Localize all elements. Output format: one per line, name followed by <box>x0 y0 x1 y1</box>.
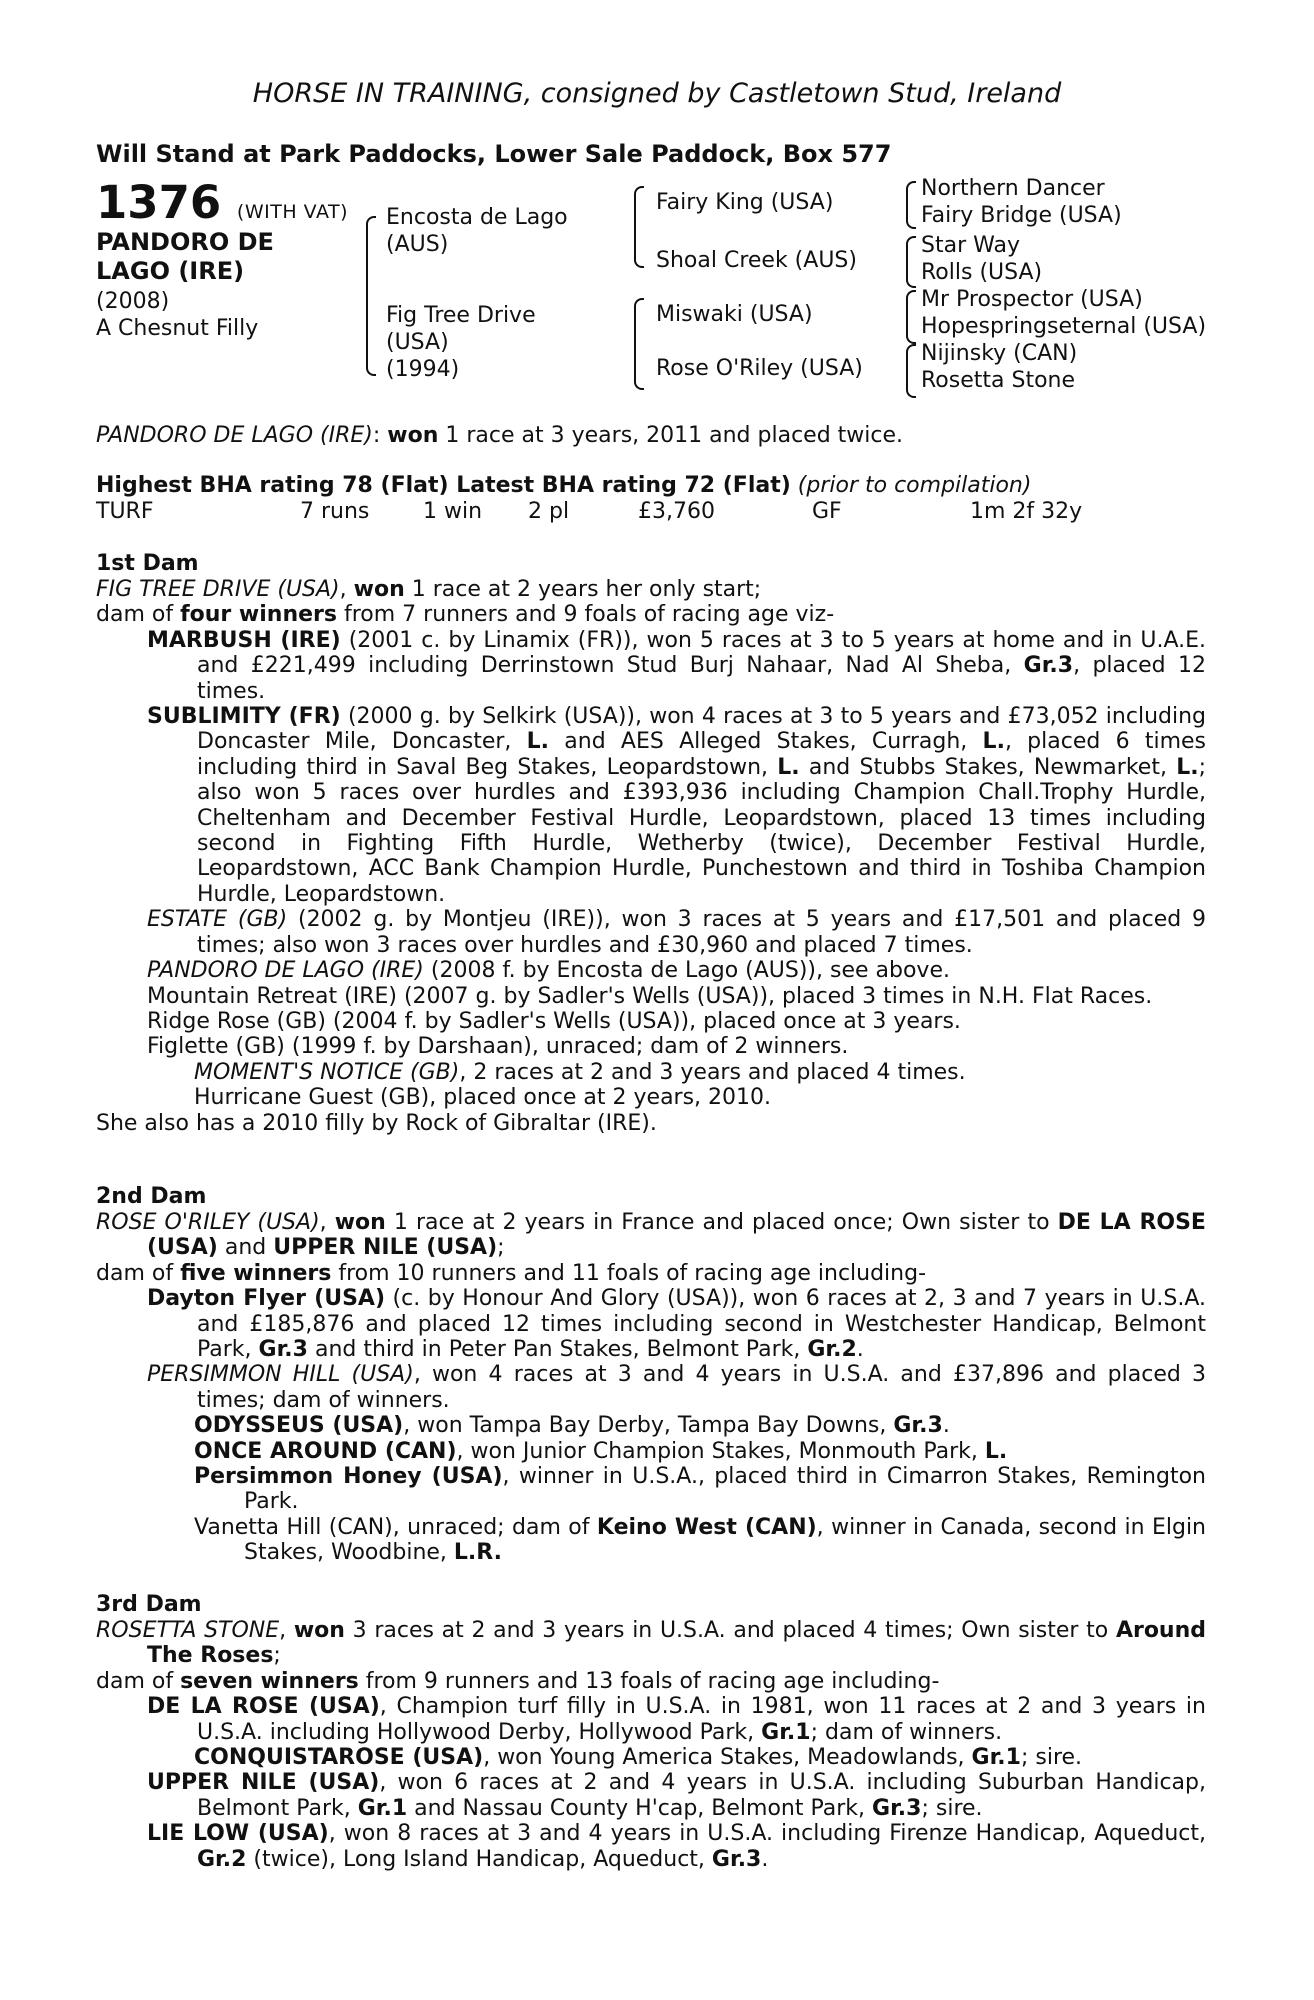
first-dam-body: FIG TREE DRIVE (USA), won 1 race at 2 years her only start; dam of four winners from 7 runners and 9 foals of racing age viz- MARBUSH (IRE) (2001 c. by Linamix (FR)), won 5 races at 3 to 5 years at home and in U.A.E. and £221,499 including Derrinstown Stud Burj Nahaar, Nad Al Sheba, Gr.3, placed 12 times. SUBLIMITY (FR) (2000 g. by Selkirk (USA)), won 4 races at 3 to 5 years and £73,052 including Doncaster Mile, Doncaster, L. and AES Alleged Stakes, Curragh, L., placed 6 times including third in Saval Beg Stakes, Leopardstown, L. and Stubbs Stakes, Newmarket, L.; also won 5 races over hurdles and £393,936 including Champion Chall.Trophy Hurdle, Cheltenham and December Festival Hurdle, Leopardstown, placed 13 times including second in Fighting Fifth Hurdle, Wetherby (twice), December Festival Hurdle, Leopardstown, ACC Bank Champion Hurdle, Punchestown and third in Toshiba Champion Hurdle, Leopardstown. ESTATE (GB) (2002 g. by Montjeu (IRE)), won 3 races at 5 years and £17,501 and placed 9 times; also won 3 races over hurdles and £30,960 and placed 7 times. PANDORO DE LAGO (IRE) (2008 f. by Encosta de Lago (AUS)), see above. Mountain Retreat (IRE) (2007 g. by Sadler's Wells (USA)), placed 3 times in N.H. Flat Races. Ridge Rose (GB) (2004 f. by Sadler's Wells (USA)), placed once at 3 years. Figlette (GB) (1999 f. by Darshaan), unraced; dam of 2 winners. MOMENT'S NOTICE (GB), 2 races at 2 and 3 years and placed 4 times. Hurricane Guest (GB), placed once at 2 years, 2010. She also has a 2010 filly by Rock of Gibraltar (IRE). <box>96 577 1207 1136</box>
vat-label: (WITH VAT) <box>236 201 348 223</box>
turf-runs: 7 runs <box>300 499 370 524</box>
lot-number: 1376 (WITH VAT) <box>96 176 348 229</box>
pedigree-g1: Northern Dancer <box>921 176 1105 201</box>
pedigree-g2: Fairy Bridge (USA) <box>921 203 1122 228</box>
pedigree-g3: Star Way <box>921 233 1020 258</box>
turf-going: GF <box>812 499 842 524</box>
turf-placed: 2 pl <box>528 499 570 524</box>
page-header: HORSE IN TRAINING, consigned by Castletown Stud, Ireland <box>252 78 1062 109</box>
pedigree-g5: Mr Prospector (USA) <box>921 287 1143 312</box>
bha-rating: Highest BHA rating 78 (Flat) Latest BHA rating 72 (Flat) (prior to compilation) <box>96 473 1032 498</box>
turf-distance: 1m 2f 32y <box>970 499 1083 524</box>
pedigree-sire: Encosta de Lago (AUS) <box>386 205 568 257</box>
turf-earnings: £3,760 <box>638 499 715 524</box>
pedigree-dam-dam: Rose O'Riley (USA) <box>656 356 863 381</box>
turf-label: TURF <box>96 499 154 524</box>
pedigree-dam-sire: Miswaki (USA) <box>656 302 813 327</box>
third-dam-body: ROSETTA STONE, won 3 races at 2 and 3 years in U.S.A. and placed 4 times; Own sister to Around The Roses; dam of seven winners from 9 runners and 13 foals of racing age including- DE LA ROSE (USA), Champion turf filly in U.S.A. in 1981, won 11 races at 2 and 3 years in U.S.A. including Hollywood Derby, Hollywood Park, Gr.1; dam of winners. CONQUISTAROSE (USA), won Young America Stakes, Meadowlands, Gr.1; sire. UPPER NILE (USA), won 6 races at 2 and 4 years in U.S.A. including Suburban Handicap, Belmont Park, Gr.1 and Nassau County H'cap, Belmont Park, Gr.3; sire. LIE LOW (USA), won 8 races at 3 and 4 years in U.S.A. including Firenze Handicap, Aqueduct, Gr.2 (twice), Long Island Handicap, Aqueduct, Gr.3. <box>96 1618 1206 1872</box>
second-dam-body: ROSE O'RILEY (USA), won 1 race at 2 years in France and placed once; Own sister to DE LA ROSE (USA) and UPPER NILE (USA); dam of five winners from 10 runners and 11 foals of racing age including- Dayton Flyer (USA) (c. by Honour And Glory (USA)), won 6 races at 2, 3 and 7 years in U.S.A. and £185,876 and placed 12 times including second in Westchester Handicap, Belmont Park, Gr.3 and third in Peter Pan Stakes, Belmont Park, Gr.2. PERSIMMON HILL (USA), won 4 races at 3 and 4 years in U.S.A. and £37,896 and placed 3 times; dam of winners. ODYSSEUS (USA), won Tampa Bay Derby, Tampa Bay Downs, Gr.3. ONCE AROUND (CAN), won Junior Champion Stakes, Monmouth Park, L. Persimmon Honey (USA), winner in U.S.A., placed third in Cimarron Stakes, Remington Park. Vanetta Hill (CAN), unraced; dam of Keino West (CAN), winner in Canada, second in Elgin Stakes, Woodbine, L.R. <box>96 1210 1206 1566</box>
pedigree-g6: Hopespringseternal (USA) <box>921 314 1207 339</box>
pedigree-g7: Nijinsky (CAN) <box>921 341 1078 366</box>
pedigree-dam: Fig Tree Drive (USA) (1994) <box>386 303 536 382</box>
race-summary: PANDORO DE LAGO (IRE): won 1 race at 3 years, 2011 and placed twice. <box>96 423 904 448</box>
third-dam-title: 3rd Dam <box>96 1592 202 1617</box>
pedigree-sire-dam: Shoal Creek (AUS) <box>656 248 857 273</box>
foaled-year: (2008) <box>96 289 170 314</box>
horse-meta <box>96 288 258 342</box>
pedigree-g8: Rosetta Stone <box>921 368 1076 393</box>
pedigree-g4: Rolls (USA) <box>921 260 1043 285</box>
first-dam-title: 1st Dam <box>96 551 199 576</box>
second-dam-title: 2nd Dam <box>96 1184 207 1209</box>
horse-description: A Chesnut Filly <box>96 316 259 341</box>
horse-name: PANDORO DE LAGO (IRE) <box>96 228 274 285</box>
turf-wins: 1 win <box>423 499 483 524</box>
pedigree-sire-sire: Fairy King (USA) <box>656 190 834 215</box>
stand-location: Will Stand at Park Paddocks, Lower Sale Paddock, Box 577 <box>96 140 892 168</box>
